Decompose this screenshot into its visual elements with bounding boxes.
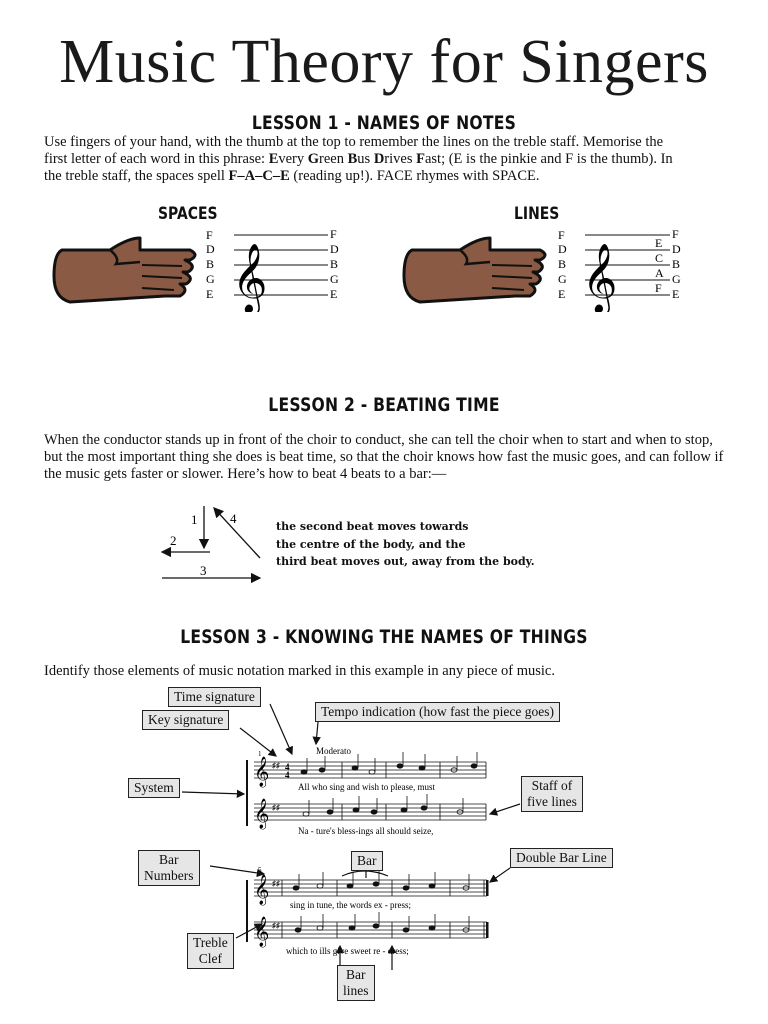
- lyrics-line: All who sing and wish to please, must: [298, 782, 435, 792]
- svg-text:♯♯: ♯♯: [272, 761, 280, 770]
- spaces-label: SPACES: [158, 204, 218, 224]
- finger-letter: D: [206, 242, 215, 256]
- lyrics-line: sing in tune, the words ex - press;: [290, 900, 411, 910]
- finger-letter: F: [558, 228, 565, 242]
- beat-pattern-diagram: [150, 500, 280, 590]
- treble-clef-icon: 𝄞: [232, 245, 268, 311]
- lesson1-line3: the treble staff, the spaces spell F–A–C–E (reading up!). FACE rhymes with SPACE.: [44, 168, 540, 184]
- staff-letter: F: [672, 227, 679, 241]
- space-letter: F: [655, 281, 662, 295]
- key-signature-label: Key signature: [142, 710, 229, 730]
- beat-number-1: 1: [191, 512, 198, 527]
- right-hand-icon: [404, 238, 545, 302]
- lesson1-heading: LESSON 1 - NAMES OF NOTES: [251, 112, 517, 134]
- svg-text:4: 4: [285, 762, 290, 772]
- left-hand-icon: [54, 238, 195, 302]
- svg-text:♯♯: ♯♯: [272, 879, 280, 888]
- staff-letter: B: [330, 257, 339, 271]
- space-letter: E: [655, 236, 663, 250]
- lesson1-line1: Use fingers of your hand, with the thumb at the top to remember the lines on the treble staff. Memorise the: [44, 134, 664, 150]
- treble-clef-icon: 𝄞: [254, 757, 270, 786]
- notation-example: [0, 680, 768, 1024]
- staff-letter: E: [330, 287, 338, 301]
- lyrics-line: Na - ture's bless-ings all should seize,: [298, 826, 434, 836]
- treble-clef-icon: 𝄞: [254, 917, 270, 946]
- tempo-mark: Moderato: [316, 746, 351, 756]
- lesson3-paragraph: Identify those elements of music notation marked in this example in any piece of music.: [44, 663, 555, 679]
- staff-label: Staff of five lines: [521, 776, 583, 812]
- lesson1-paragraph: [44, 134, 734, 185]
- page-title: Music Theory for Singers: [59, 28, 709, 96]
- bar-lines-label: Bar lines: [337, 965, 375, 1001]
- finger-letter: G: [558, 272, 567, 286]
- bar-number: 1: [258, 750, 262, 758]
- staff-letter: E: [672, 287, 680, 301]
- staff-letter: B: [672, 257, 681, 271]
- finger-letter: B: [206, 257, 215, 271]
- finger-letter: F: [206, 228, 213, 242]
- treble-clef-icon: 𝄞: [582, 245, 618, 311]
- finger-letter: B: [558, 257, 567, 271]
- beat-description: the second beat moves towards the centre of the body, and the third beat moves out, away from the body.: [276, 520, 535, 568]
- lesson1-line2: first letter of each word in this phrase: Every Green Bus Drives Fast; (E is the pinkie and F is the thumb). In: [44, 151, 673, 167]
- double-bar-line-label: Double Bar Line: [510, 848, 613, 868]
- bar-label: Bar: [351, 851, 383, 871]
- staff-letter: F: [330, 227, 337, 241]
- staff-letter: G: [672, 272, 681, 286]
- beat-number-3: 3: [200, 563, 207, 578]
- lesson2-paragraph: When the conductor stands up in front of the choir to conduct, she can tell the choir when to start and when to stop, but the most important thing she does is beat time, so that the choir knows how fast the music goes, and can follow if the music gets faster or slower. Here’s how to beat 4 beats to a bar:—: [44, 432, 724, 482]
- spaces-staff: [232, 235, 328, 312]
- staff-letter: D: [672, 242, 681, 256]
- system-2: [247, 866, 489, 956]
- svg-text:♯♯: ♯♯: [272, 921, 280, 930]
- beat-number-4: 4: [230, 511, 237, 526]
- space-letter: A: [655, 266, 664, 280]
- lyrics-line: which to ills give sweet re - dress;: [286, 946, 409, 956]
- treble-clef-icon: 𝄞: [254, 799, 270, 828]
- finger-letter: G: [206, 272, 215, 286]
- staff-letter: G: [330, 272, 339, 286]
- svg-text:4: 4: [285, 770, 290, 780]
- system-1: [247, 746, 486, 836]
- space-letter: C: [655, 251, 664, 265]
- treble-clef-icon: 𝄞: [254, 875, 270, 904]
- lesson2-heading: LESSON 2 - BEATING TIME: [268, 394, 500, 416]
- finger-letter: D: [558, 242, 567, 256]
- system-label: System: [128, 778, 180, 798]
- lesson3-heading: LESSON 3 - KNOWING THE NAMES OF THINGS: [180, 626, 588, 648]
- bar-number: 5: [258, 866, 262, 874]
- hand-staff-diagrams: [0, 222, 768, 312]
- staff-letter: D: [330, 242, 339, 256]
- finger-letter: E: [206, 287, 214, 301]
- finger-letter: E: [558, 287, 566, 301]
- lines-label: LINES: [514, 204, 560, 224]
- treble-clef-label: Treble Clef: [187, 933, 234, 969]
- beat-number-2: 2: [170, 533, 177, 548]
- tempo-indication-label: Tempo indication (how fast the piece goes): [315, 702, 560, 722]
- time-signature-label: Time signature: [168, 687, 261, 707]
- svg-text:♯♯: ♯♯: [272, 803, 280, 812]
- bar-numbers-label: Bar Numbers: [138, 850, 200, 886]
